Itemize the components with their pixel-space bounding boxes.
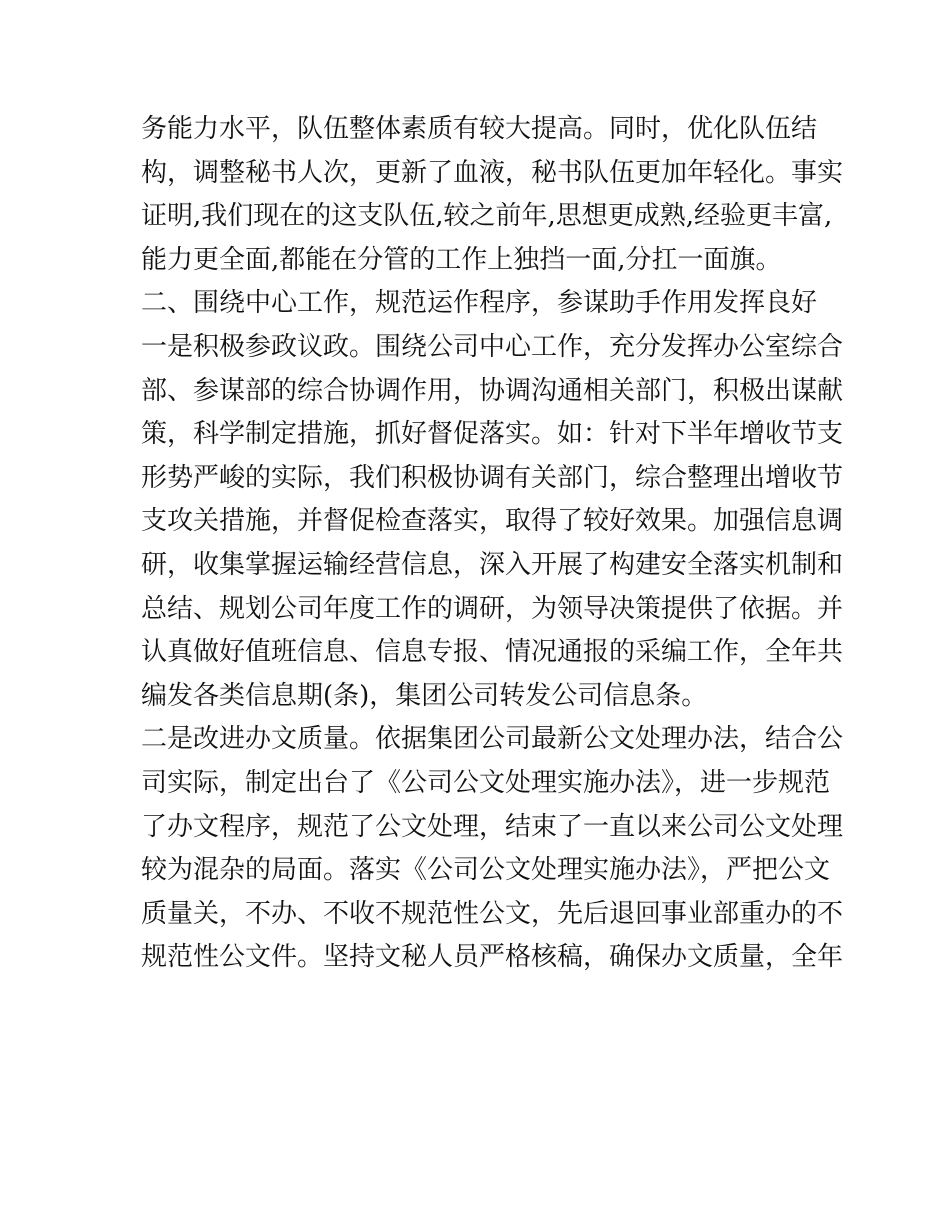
text-line: 编发各类信息期(条)，集团公司转发公司信息条。 xyxy=(141,680,708,711)
text-line: 证明,我们现在的这支队伍,较之前年,思想更成熟,经验更丰富, xyxy=(141,201,833,232)
text-line: 构，调整秘书人次，更新了血液，秘书队伍更加年轻化。事实 xyxy=(141,157,844,188)
text-line: 总结、规划公司年度工作的调研，为领导决策提供了依据。并 xyxy=(141,593,844,624)
text-line: 形势严峻的实际，我们积极协调有关部门，综合整理出增收节 xyxy=(141,462,844,493)
section-heading: 二、围绕中心工作，规范运作程序，参谋助手作用发挥良好 xyxy=(141,288,818,319)
text-line: 认真做好值班信息、信息专报、情况通报的采编工作，全年共 xyxy=(141,637,844,668)
text-line: 二是改进办文质量。依据集团公司最新公文处理办法，结合公 xyxy=(141,724,844,755)
text-line: 较为混杂的局面。落实《公司公文处理实施办法》，严把公文 xyxy=(141,855,831,886)
text-line: 质量关，不办、不收不规范性公文，先后退回事业部重办的不 xyxy=(141,898,844,929)
text-line: 部、参谋部的综合协调作用，协调沟通相关部门，积极出谋献 xyxy=(141,375,844,406)
text-line: 支攻关措施，并督促检查落实，取得了较好效果。加强信息调 xyxy=(141,506,844,537)
text-line: 研，收集掌握运输经营信息，深入开展了构建安全落实机制和 xyxy=(141,549,844,580)
text-line: 规范性公文件。坚持文秘人员严格核稿，确保办文质量，全年 xyxy=(141,942,844,973)
text-line: 务能力水平，队伍整体素质有较大提高。同时，优化队伍结 xyxy=(141,114,818,144)
text-line: 策，科学制定措施，抓好督促落实。如：针对下半年增收节支 xyxy=(141,419,844,450)
text-line: 了办文程序，规范了公文处理，结束了一直以来公司公文处理 xyxy=(141,811,844,842)
text-line: 能力更全面,都能在分管的工作上独挡一面,分扛一面旗。 xyxy=(141,244,782,275)
text-line: 一是积极参政议政。围绕公司中心工作，充分发挥办公室综合 xyxy=(141,331,844,362)
document-body xyxy=(141,108,844,980)
text-line: 司实际，制定出台了《公司公文处理实施办法》，进一步规范 xyxy=(141,767,831,798)
